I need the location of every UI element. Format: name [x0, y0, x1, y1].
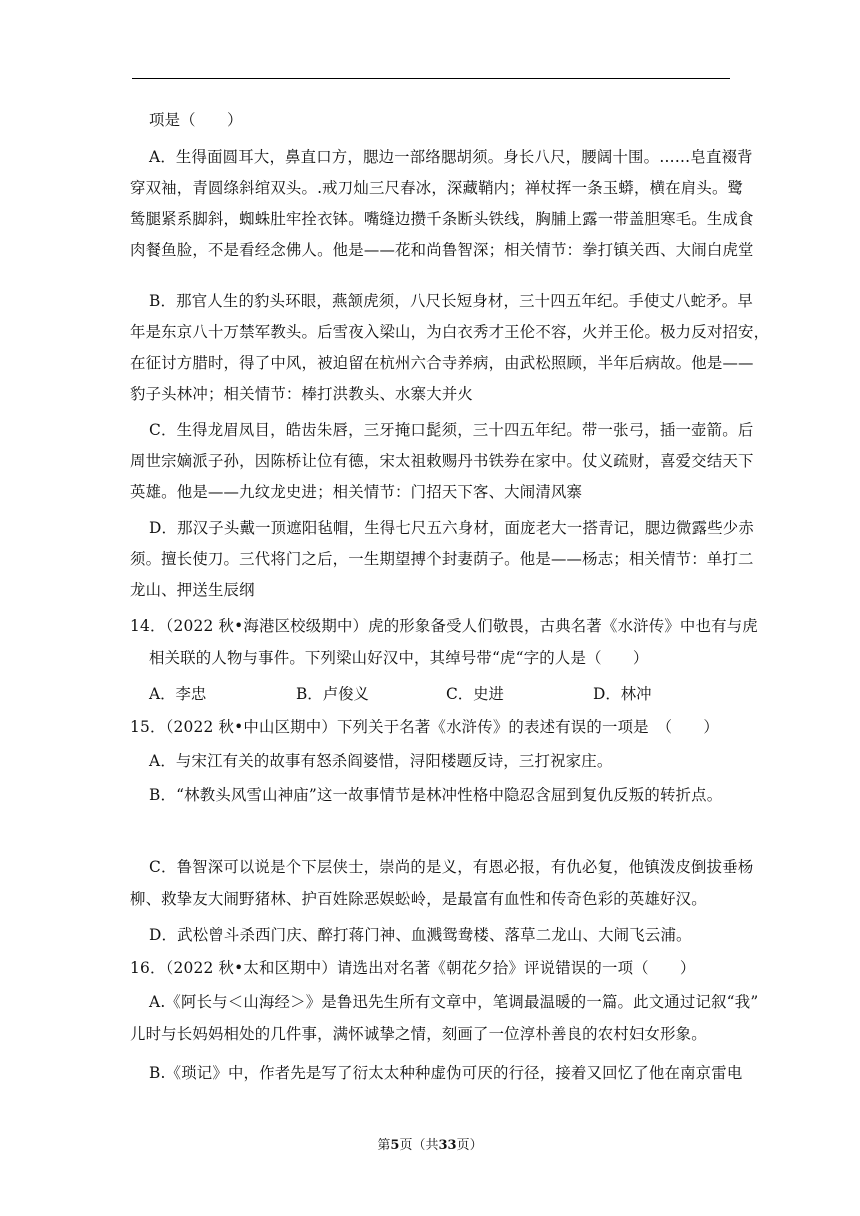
text-line: 周世宗嫡派子孙，因陈桥让位有德，宋太祖敕赐丹书铁券在家中。仗义疏财，喜爱交结天下	[130, 452, 754, 470]
text-line: D．武松曾斗杀西门庆、醉打蒋门神、血溅鸳鸯楼、落草二龙山、大闹飞云浦。	[149, 926, 692, 944]
option-d: D．林冲	[593, 685, 652, 703]
footer-suffix: 页）	[456, 1138, 483, 1153]
text-line: 年是东京八十万禁军教头。后雪夜入梁山，为白衣秀才王伦不容，火并王伦。极力反对招安，	[130, 323, 770, 341]
text-line: 肉餐鱼脸，不是看经念佛人。他是——花和尚鲁智深；相关情节：拳打镇关西、大闹白虎堂	[130, 241, 754, 259]
text-line: 项是（ ）	[149, 111, 243, 129]
question-16-stem: 16．（2022 秋•太和区期中）请选出对名著《朝花夕拾》评说错误的一项（ ）	[130, 959, 696, 977]
text-line: B．“林教头风雪山神庙”这一故事情节是林冲性格中隐忍含屈到复仇反叛的转折点。	[149, 786, 723, 804]
text-line: B.《琐记》中，作者先是写了衍太太种种虚伪可厌的行径，接着又回忆了他在南京雷电	[149, 1064, 743, 1082]
text-line: 儿时与长妈妈相处的几件事，满怀诚挚之情，刻画了一位淳朴善良的农村妇女形象。	[130, 1025, 707, 1043]
footer-mid: 页（共	[399, 1138, 439, 1153]
header-rule	[132, 78, 730, 79]
option-b: B．卢俊义	[296, 685, 369, 703]
question-14-stem: 14．（2022 秋•海港区校级期中）虎的形象备受人们敬畏，古典名著《水浒传》中也有与虎	[130, 617, 758, 635]
page-footer	[0, 1138, 860, 1154]
text-line: 英雄。他是——九纹龙史进；相关情节：门招天下客、大闹清风寨	[130, 483, 583, 501]
footer-prefix: 第	[377, 1138, 391, 1153]
text-line: D．那汉子头戴一顶遮阳毡帽，生得七尺五六身材，面庞老大一搭青记，腮边微露些少赤	[149, 519, 754, 537]
text-line: C．鲁智深可以说是个下层侠士，崇尚的是义，有恩必报，有仇必复，他镇泼皮倒拔垂杨	[149, 858, 754, 876]
text-line: 穿双袖，青圆绦斜绾双头。.戒刀灿三尺春冰，深藏鞘内；禅杖挥一条玉蟒，横在肩头。鹭	[130, 179, 744, 197]
text-line: A．与宋江有关的故事有怒杀阎婆惜，浔阳楼题反诗，三打祝家庄。	[149, 752, 613, 770]
text-line: 须。擅长使刀。三代将门之后，一生期望搏个封妻荫子。他是——杨志；相关情节：单打二	[130, 550, 754, 568]
question-14-stem: 相关联的人物与事件。下列梁山好汉中，其绰号带“虎“字的人是（ ）	[149, 649, 649, 667]
text-line: 柳、救挚友大闹野猪林、护百姓除恶娱蚣岭，是最富有血性和传奇色彩的英雄好汉。	[130, 890, 707, 908]
footer-page-number: 5	[390, 1138, 400, 1153]
text-line: 龙山、押送生辰纲	[130, 581, 255, 599]
text-line: A．生得面圆耳大，鼻直口方，腮边一部络腮胡须。身长八尺，腰阔十围。……皂直裰背	[149, 148, 753, 166]
text-line: 豹子头林冲；相关情节：棒打洪教头、水寨大并火	[130, 385, 473, 403]
option-a: A．李忠	[149, 685, 207, 703]
question-15-stem: 15．（2022 秋•中山区期中）下列关于名著《水浒传》的表述有误的一项是 （ ）	[130, 718, 720, 736]
text-line: 鸶腿紧系脚斜，蜘蛛肚牢拴衣钵。嘴缝边攒千条断头铁线，胸脯上露一带盖胆寒毛。生成食	[130, 210, 754, 228]
text-line: A.《阿长与＜山海经＞》是鲁迅先生所有文章中，笔调最温暖的一篇。此文通过记叙“我”	[149, 993, 759, 1011]
option-c: C．史进	[446, 685, 504, 703]
text-line: 在征讨方腊时，得了中风，被迫留在杭州六合寺养病，由武松照顾，半年后病故。他是——	[130, 354, 754, 372]
text-line: B．那官人生的豹头环眼，燕颔虎须，八尺长短身材，三十四五年纪。手使丈八蛇矛。早	[149, 292, 753, 310]
footer-total-pages: 33	[438, 1138, 457, 1153]
text-line: C．生得龙眉凤目，皓齿朱唇，三牙掩口髭须，三十四五年纪。带一张弓，插一壶箭。后	[149, 421, 754, 439]
